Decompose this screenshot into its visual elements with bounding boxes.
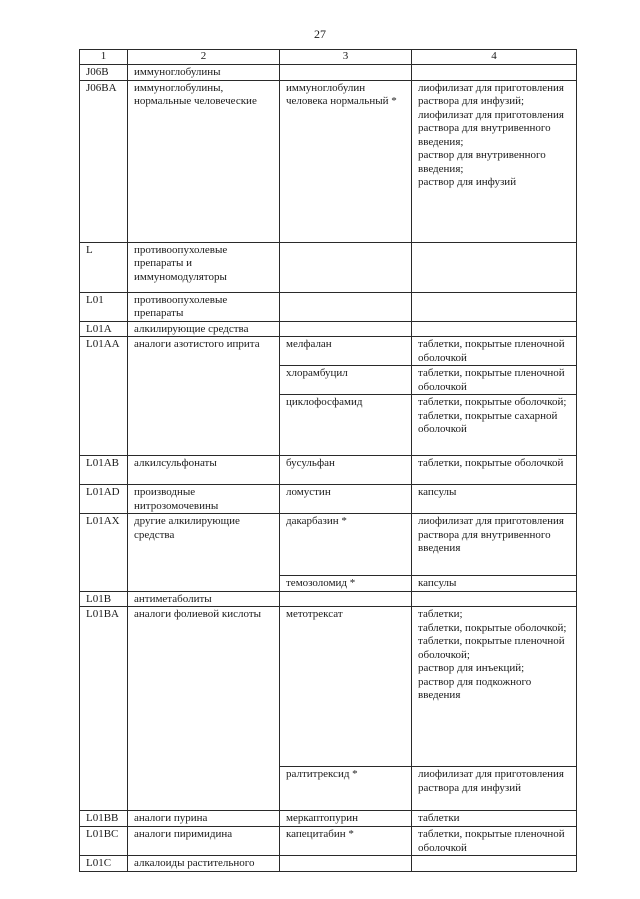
group-name-cell: производные нитрозомочевины [128,485,280,514]
atc-code-cell: L01B [80,591,128,607]
column-header: 1 [80,50,128,65]
atc-code-cell: J06B [80,65,128,81]
dosage-form-item: раствор для инъекций; [418,662,525,674]
drug-name-cell: метотрексат [280,607,412,767]
header-row [80,50,577,65]
dosage-form-item: таблетки, покрытые пленочной оболочкой [418,828,565,854]
group-name-cell: аналоги пурина [128,811,280,827]
drug-name-cell [280,242,412,292]
dosage-form-item: раствор для инфузий [418,176,517,188]
group-name-cell: алкалоиды растительного [128,856,280,872]
drug-name-cell: ломустин [280,485,412,514]
drug-name-cell [280,591,412,607]
page-number: 27 [314,27,326,41]
dosage-form-item: лиофилизат для приготовления раствора для инфузий [418,768,564,794]
table-row [80,811,577,827]
dosage-form-cell [412,576,577,592]
table-row [80,856,577,872]
group-name-cell: аналоги азотистого иприта [128,337,280,456]
drug-name-cell [280,321,412,337]
table-row [80,607,577,767]
dosage-form-cell [412,591,577,607]
dosage-form-cell [412,65,577,81]
dosage-form-cell [412,321,577,337]
dosage-form-cell [412,395,577,456]
dosage-form-item: таблетки, покрытые оболочкой; [418,621,567,634]
atc-code-cell: L [80,242,128,292]
dosage-form-cell [412,767,577,811]
group-name-cell: алкилсульфонаты [128,456,280,485]
table-row [80,321,577,337]
column-header: 4 [412,50,577,65]
dosage-form-item: таблетки, покрытые пленочной оболочкой; [418,635,565,661]
drug-name-cell [280,292,412,321]
dosage-form-item: таблетки, покрытые оболочкой; [418,396,567,408]
table-row [80,337,577,366]
drug-name-cell: иммуноглобулин человека нормальный * [280,80,412,242]
table-row [80,456,577,485]
dosage-form-item: лиофилизат для приготовления раствора для внутривенного введения [418,515,564,554]
drug-name-cell: циклофосфамид [280,395,412,456]
dosage-form-cell [412,456,577,485]
atc-code-cell: L01C [80,856,128,872]
group-name-cell: антиметаболиты [128,591,280,607]
atc-code-cell: L01BA [80,607,128,811]
drug-name-cell: хлорамбуцил [280,366,412,395]
dosage-form-cell [412,80,577,242]
table-row [80,242,577,292]
drug-table [79,49,577,872]
table-row [80,827,577,856]
atc-code-cell: L01A [80,321,128,337]
drug-name-cell: меркаптопурин [280,811,412,827]
dosage-form-item: капсулы [418,486,457,498]
group-name-cell: аналоги пиримидина [128,827,280,856]
dosage-form-cell [412,856,577,872]
table-row [80,80,577,242]
dosage-form-item: капсулы [418,577,457,589]
dosage-form-cell [412,292,577,321]
table-body [80,65,577,872]
drug-name-cell: ралтитрексид * [280,767,412,811]
dosage-form-item: раствор для подкожного введения [418,675,532,701]
atc-code-cell: L01AA [80,337,128,456]
table-row [80,65,577,81]
drug-name-cell: темозоломид * [280,576,412,592]
table-row [80,591,577,607]
dosage-form-item: таблетки, покрытые пленочной оболочкой [418,367,565,393]
dosage-form-item: раствор для внутривенного введения; [418,149,546,175]
dosage-form-item: лиофилизат для приготовления раствора для внутривенного введения; [418,108,564,148]
atc-code-cell: L01AD [80,485,128,514]
dosage-form-cell [412,485,577,514]
atc-code-cell: J06BA [80,80,128,242]
table-row [80,292,577,321]
atc-code-cell: L01AB [80,456,128,485]
group-name-cell: противоопухолевые препараты и иммуномодуляторы [128,242,280,292]
atc-code-cell: L01BB [80,811,128,827]
atc-code-cell: L01AX [80,514,128,592]
dosage-form-item: таблетки, покрытые пленочной оболочкой [418,338,565,364]
group-name-cell: противоопухолевые препараты [128,292,280,321]
dosage-form-cell [412,242,577,292]
dosage-form-cell [412,366,577,395]
atc-code-cell: L01BC [80,827,128,856]
dosage-form-item: таблетки, покрытые сахарной оболочкой [418,409,558,435]
table-row [80,485,577,514]
dosage-form-cell [412,337,577,366]
dosage-form-cell [412,514,577,576]
group-name-cell: другие алкилирующие средства [128,514,280,592]
group-name-cell: иммуноглобулины, нормальные человеческие [128,80,280,242]
drug-name-cell: мелфалан [280,337,412,366]
drug-name-cell: дакарбазин * [280,514,412,576]
column-header: 3 [280,50,412,65]
dosage-form-item: таблетки [418,812,460,824]
table-row [80,514,577,576]
dosage-form-cell [412,811,577,827]
dosage-form-item: таблетки; [418,608,463,620]
drug-name-cell [280,856,412,872]
dosage-form-cell [412,827,577,856]
column-header: 2 [128,50,280,65]
group-name-cell: иммуноглобулины [128,65,280,81]
dosage-form-item: таблетки, покрытые оболочкой [418,457,564,469]
group-name-cell: аналоги фолиевой кислоты [128,607,280,811]
atc-code-cell: L01 [80,292,128,321]
drug-name-cell [280,65,412,81]
drug-name-cell: бусульфан [280,456,412,485]
dosage-form-item: лиофилизат для приготовления раствора для инфузий; [418,81,564,107]
group-name-cell: алкилирующие средства [128,321,280,337]
dosage-form-cell [412,607,577,767]
drug-name-cell: капецитабин * [280,827,412,856]
